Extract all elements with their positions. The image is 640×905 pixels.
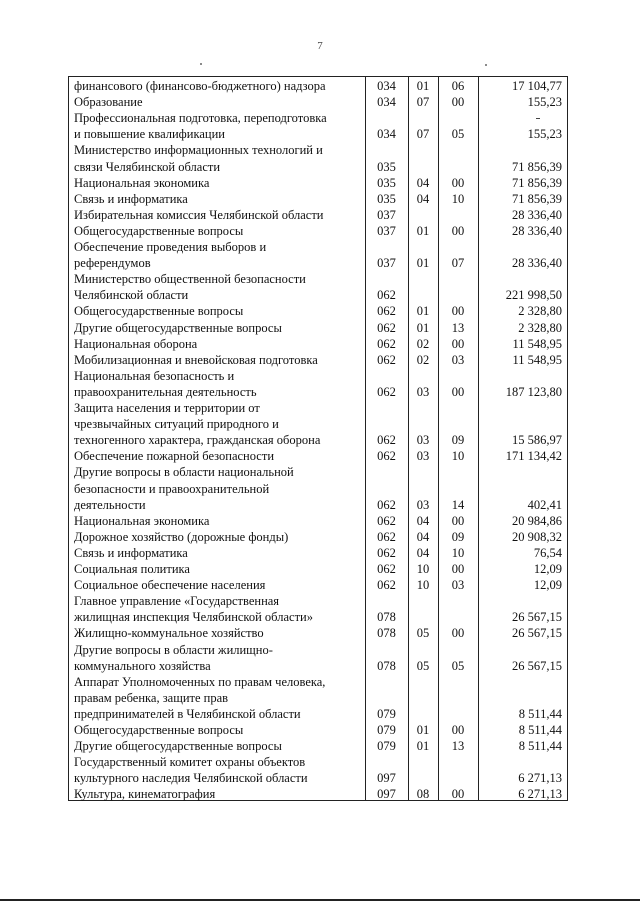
row-subsection: 13 bbox=[451, 739, 465, 754]
row-amount: 28 336,40 bbox=[512, 207, 562, 222]
row-section: 01 bbox=[416, 223, 430, 238]
row-name-line: Социальная политика bbox=[74, 562, 190, 576]
row-admin-code: 062 bbox=[377, 288, 396, 303]
row-subsection: 10 bbox=[451, 449, 465, 464]
row-amount: 8 511,44 bbox=[518, 739, 562, 754]
row-section: 07 bbox=[416, 127, 430, 142]
row-subsection: 00 bbox=[451, 626, 465, 641]
row-name-line: Национальная экономика bbox=[74, 175, 210, 190]
row-amount: 20 984,86 bbox=[512, 513, 562, 528]
row-subsection: 00 bbox=[451, 384, 465, 399]
row-admin-code: 079 bbox=[377, 706, 396, 721]
page-bottom-rule bbox=[0, 899, 640, 901]
row-name-line: деятельности bbox=[74, 497, 146, 512]
row-amount: 8 511,44 bbox=[518, 723, 562, 737]
row-amount: 28 336,40 bbox=[512, 223, 562, 238]
row-section: 01 bbox=[416, 256, 430, 271]
row-subsection: 06 bbox=[451, 79, 465, 93]
row-admin-code: 078 bbox=[377, 658, 396, 673]
row-section: 05 bbox=[416, 658, 430, 673]
row-admin-code: 079 bbox=[377, 739, 396, 754]
row-subsection: 10 bbox=[451, 545, 465, 560]
row-subsection: 00 bbox=[451, 787, 465, 802]
row-admin-code: 062 bbox=[377, 304, 396, 319]
page-number: 7 bbox=[317, 40, 323, 52]
row-section: 02 bbox=[416, 352, 430, 367]
row-amount: 71 856,39 bbox=[512, 159, 562, 174]
row-subsection: 00 bbox=[451, 95, 465, 110]
row-admin-code: 037 bbox=[377, 256, 396, 271]
row-admin-code: 062 bbox=[377, 352, 396, 367]
scan-speck bbox=[200, 63, 202, 65]
row-amount: 2 328,80 bbox=[518, 304, 562, 319]
row-subsection: 00 bbox=[451, 562, 465, 576]
row-admin-code: 035 bbox=[377, 159, 396, 174]
row-section: 01 bbox=[416, 304, 430, 319]
column-border bbox=[567, 76, 568, 801]
row-section: 10 bbox=[416, 562, 430, 576]
row-section: 01 bbox=[416, 79, 430, 93]
row-name-line: предпринимателей в Челябинской области bbox=[74, 706, 301, 721]
row-name-line: Социальное обеспечение населения bbox=[74, 578, 266, 593]
row-amount: 402,41 bbox=[527, 497, 562, 512]
row-admin-code: 037 bbox=[377, 223, 396, 238]
row-section: 04 bbox=[416, 545, 430, 560]
row-section: 01 bbox=[416, 739, 430, 754]
row-subsection: 00 bbox=[451, 336, 465, 351]
row-admin-code: 035 bbox=[377, 191, 396, 206]
row-subsection: 05 bbox=[451, 658, 465, 673]
row-name-line: Главное управление «Государственная bbox=[74, 594, 280, 609]
row-admin-code: 062 bbox=[377, 562, 396, 576]
row-section: 03 bbox=[416, 497, 430, 512]
row-section: 08 bbox=[416, 787, 430, 802]
row-subsection: 03 bbox=[451, 578, 465, 593]
row-name-line: Мобилизационная и вневойсковая подготовка bbox=[74, 352, 318, 367]
row-amount: 11 548,95 bbox=[512, 336, 562, 351]
row-admin-code: 037 bbox=[377, 207, 396, 222]
row-admin-code: 097 bbox=[377, 771, 396, 786]
table-top-border bbox=[68, 76, 568, 77]
row-name-line: Жилищно-коммунальное хозяйство bbox=[74, 626, 264, 641]
row-name-line: Защита населения и территории от bbox=[74, 401, 260, 415]
row-admin-code: 062 bbox=[377, 320, 396, 335]
row-name-line: Другие общегосударственные вопросы bbox=[74, 739, 282, 754]
row-amount: 155,23 bbox=[527, 95, 562, 110]
column-border bbox=[68, 76, 69, 801]
row-amount: 221 998,50 bbox=[505, 288, 562, 303]
row-admin-code: 062 bbox=[377, 384, 396, 399]
row-name-line: Обеспечение пожарной безопасности bbox=[74, 449, 275, 464]
row-name-line: Профессиональная подготовка, переподготовка bbox=[74, 111, 327, 126]
row-name-line: Государственный комитет охраны объектов bbox=[74, 755, 306, 770]
scan-speck bbox=[485, 64, 487, 66]
row-subsection: 07 bbox=[451, 256, 465, 271]
row-name-line: референдумов bbox=[74, 256, 151, 271]
row-admin-code: 062 bbox=[377, 513, 396, 528]
row-name-line: Общегосударственные вопросы bbox=[74, 723, 244, 737]
row-amount: 20 908,32 bbox=[512, 529, 562, 544]
row-name-line: Министерство общественной безопасности bbox=[74, 272, 306, 287]
row-section: 03 bbox=[416, 384, 430, 399]
row-section: 03 bbox=[416, 433, 430, 448]
row-name-line: Национальная безопасность и bbox=[74, 368, 235, 383]
row-admin-code: 079 bbox=[377, 723, 396, 737]
row-section: 02 bbox=[416, 336, 430, 351]
row-name-line: Связь и информатика bbox=[74, 545, 188, 560]
row-amount: 71 856,39 bbox=[512, 191, 562, 206]
row-admin-code: 062 bbox=[377, 497, 396, 512]
row-name-line: правам ребенка, защите прав bbox=[74, 690, 229, 705]
row-subsection: 00 bbox=[451, 723, 465, 737]
row-subsection: 13 bbox=[451, 320, 465, 335]
row-admin-code: 034 bbox=[377, 127, 396, 142]
row-admin-code: 097 bbox=[377, 787, 396, 802]
row-name-line: Культура, кинематография bbox=[74, 787, 216, 802]
row-section: 03 bbox=[416, 449, 430, 464]
row-section: 10 bbox=[416, 578, 430, 593]
row-amount: 15 586,97 bbox=[512, 433, 562, 448]
row-subsection: 00 bbox=[451, 513, 465, 528]
row-name-line: финансового (финансово-бюджетного) надзора bbox=[74, 79, 326, 93]
row-amount: 6 271,13 bbox=[518, 771, 562, 786]
row-section: 07 bbox=[416, 95, 430, 110]
row-name-line: Национальная оборона bbox=[74, 336, 198, 351]
row-name-line: Избирательная комиссия Челябинской области bbox=[74, 207, 324, 222]
row-amount: 171 134,42 bbox=[505, 449, 562, 464]
row-name-line: связи Челябинской области bbox=[74, 159, 221, 174]
row-subsection: 00 bbox=[451, 223, 465, 238]
row-name-line: Другие общегосударственные вопросы bbox=[74, 320, 282, 335]
row-name-line: Общегосударственные вопросы bbox=[74, 223, 244, 238]
row-section: 04 bbox=[416, 191, 430, 206]
row-name-line: и повышение квалификации bbox=[74, 127, 225, 142]
row-admin-code: 078 bbox=[377, 610, 396, 625]
row-section: 04 bbox=[416, 513, 430, 528]
row-section: 04 bbox=[416, 529, 430, 544]
row-admin-code: 062 bbox=[377, 545, 396, 560]
row-name-line: коммунального хозяйства bbox=[74, 658, 211, 673]
row-amount: 26 567,15 bbox=[512, 626, 562, 641]
row-name-line: Дорожное хозяйство (дорожные фонды) bbox=[74, 529, 289, 544]
row-subsection: 03 bbox=[451, 352, 465, 367]
row-section: 05 bbox=[416, 626, 430, 641]
row-amount: 26 567,15 bbox=[512, 610, 562, 625]
row-name-line: жилищная инспекция Челябинской области» bbox=[74, 610, 313, 625]
row-subsection: 00 bbox=[451, 175, 465, 190]
row-subsection: 05 bbox=[451, 127, 465, 142]
row-name-line: культурного наследия Челябинской области bbox=[74, 771, 308, 786]
row-admin-code: 034 bbox=[377, 79, 396, 93]
row-name-line: чрезвычайных ситуаций природного и bbox=[74, 417, 279, 432]
row-name-line: Образование bbox=[74, 95, 143, 110]
row-subsection: 00 bbox=[451, 304, 465, 319]
row-amount: 12,09 bbox=[533, 578, 562, 593]
row-name-line: безопасности и правоохранительной bbox=[74, 481, 270, 496]
row-amount: 28 336,40 bbox=[512, 256, 562, 271]
column-border bbox=[478, 76, 479, 801]
row-amount: 11 548,95 bbox=[512, 352, 562, 367]
row-name-line: Обеспечение проведения выборов и bbox=[74, 240, 267, 254]
row-amount: 6 271,13 bbox=[518, 787, 562, 802]
budget-table bbox=[68, 76, 568, 801]
row-name-line: Другие вопросы в области национальной bbox=[74, 465, 294, 480]
row-admin-code: 062 bbox=[377, 336, 396, 351]
row-admin-code: 062 bbox=[377, 449, 396, 464]
row-admin-code: 062 bbox=[377, 433, 396, 448]
row-name-line: Национальная экономика bbox=[74, 513, 210, 528]
row-section: 04 bbox=[416, 175, 430, 190]
row-subsection: 14 bbox=[451, 497, 465, 512]
row-amount: 187 123,80 bbox=[505, 384, 562, 399]
row-name-line: Челябинской области bbox=[74, 288, 189, 303]
row-name-line: Общегосударственные вопросы bbox=[74, 304, 244, 319]
row-amount: 155,23 bbox=[527, 127, 562, 142]
row-amount: 2 328,80 bbox=[518, 320, 562, 335]
row-subsection: 10 bbox=[451, 191, 465, 206]
row-admin-code: 062 bbox=[377, 529, 396, 544]
row-amount: 26 567,15 bbox=[512, 658, 562, 673]
row-amount: 12,09 bbox=[533, 562, 562, 576]
row-amount: 71 856,39 bbox=[512, 175, 562, 190]
row-name-line: правоохранительная деятельность bbox=[74, 384, 257, 399]
row-name-line: Связь и информатика bbox=[74, 191, 188, 206]
row-section: 01 bbox=[416, 320, 430, 335]
row-admin-code: 062 bbox=[377, 578, 396, 593]
row-name-line: техногенного характера, гражданская оборона bbox=[74, 433, 321, 448]
row-amount: 76,54 bbox=[533, 545, 562, 560]
row-admin-code: 078 bbox=[377, 626, 396, 641]
row-amount: 17 104,77 bbox=[512, 79, 562, 93]
row-name-line: Министерство информационных технологий и bbox=[74, 143, 323, 158]
row-admin-code: 034 bbox=[377, 95, 396, 110]
row-subsection: 09 bbox=[451, 433, 465, 448]
row-name-line: Аппарат Уполномоченных по правам человека, bbox=[74, 674, 326, 689]
row-section: 01 bbox=[416, 723, 430, 737]
row-name-line: Другие вопросы в области жилищно- bbox=[74, 642, 273, 657]
row-amount: 8 511,44 bbox=[518, 706, 562, 721]
scan-mark bbox=[536, 118, 540, 119]
row-subsection: 09 bbox=[451, 529, 465, 544]
row-admin-code: 035 bbox=[377, 175, 396, 190]
